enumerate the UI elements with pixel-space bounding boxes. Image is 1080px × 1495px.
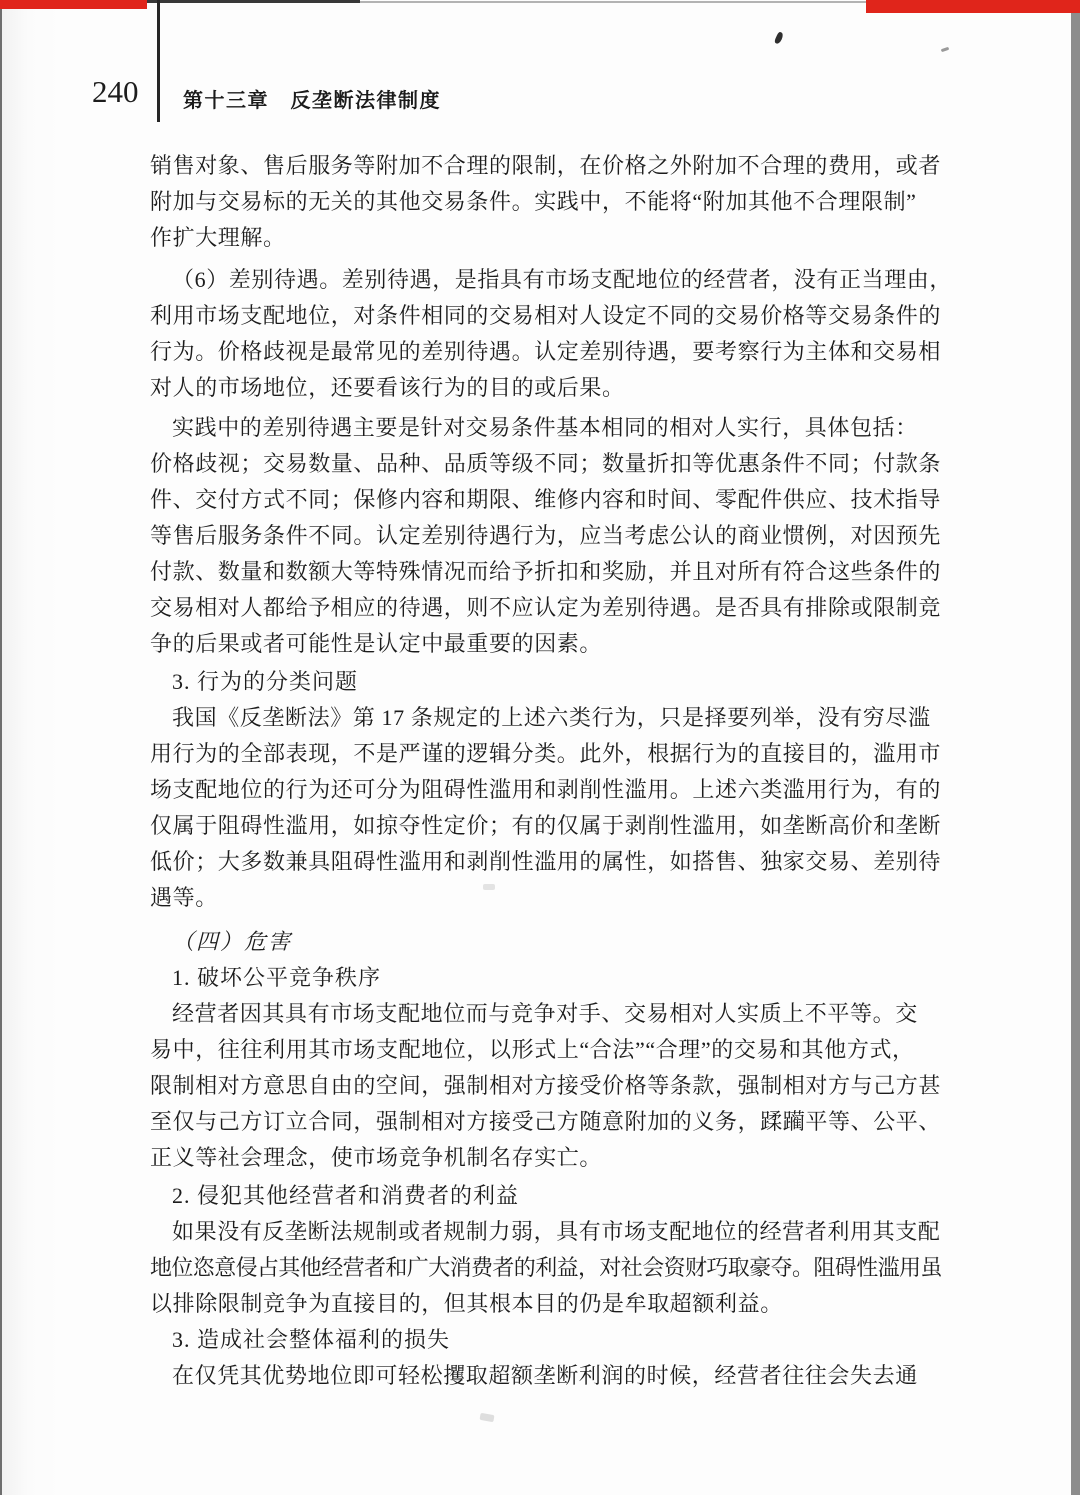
- red-mark-top-right: [866, 0, 1080, 13]
- red-mark-top-left: [0, 0, 147, 9]
- text-line: 价格歧视；交易数量、品种、品质等级不同；数量折扣等优惠条件不同；付款条: [150, 451, 942, 476]
- text-line: 争的后果或者可能性是认定中最重要的因素。: [150, 631, 603, 656]
- text-line: 易中，往往利用其市场支配地位，以形式上“合法”“合理”的交易和其他方式，: [150, 1037, 915, 1062]
- page-number: 240: [92, 74, 139, 109]
- scan-edge-right: [1071, 0, 1080, 1495]
- text-line: （6）差别待遇。差别待遇，是指具有市场支配地位的经营者，没有正当理由，: [172, 267, 953, 292]
- text-line: 行为。价格歧视是最常见的差别待遇。认定差别待遇，要考察行为主体和交易相: [150, 339, 942, 364]
- text-line: 限制相对方意思自由的空间，强制相对方接受价格等条款，强制相对方与己方甚: [150, 1073, 942, 1098]
- text-line: 付款、数量和数额大等特殊情况而给予折扣和奖励，并且对所有符合这些条件的: [150, 559, 942, 584]
- text-line: 等售后服务条件不同。认定差别待遇行为，应当考虑公认的商业惯例，对因预先: [150, 523, 942, 548]
- scan-speck: [483, 884, 495, 890]
- text-line: 至仅与己方订立合同，强制相对方接受己方随意附加的义务，蹂躏平等、公平、: [150, 1109, 942, 1134]
- scan-speck: [774, 31, 784, 44]
- text-line: 1. 破坏公平竞争秩序: [172, 965, 382, 990]
- text-line: 低价；大多数兼具阻碍性滥用和剥削性滥用的属性，如搭售、独家交易、差别待: [150, 849, 942, 874]
- scan-speck: [479, 1413, 494, 1422]
- text-line: 用行为的全部表现，不是严谨的逻辑分类。此外，根据行为的直接目的，滥用市: [150, 741, 942, 766]
- text-line: 遇等。: [150, 885, 218, 910]
- text-line: 交易相对人都给予相应的待遇，则不应认定为差别待遇。是否具有排除或限制竞: [150, 595, 942, 620]
- text-line: 仅属于阻碍性滥用，如掠夺性定价；有的仅属于剥削性滥用，如垄断高价和垄断: [150, 813, 942, 838]
- text-line: 我国《反垄断法》第 17 条规定的上述六类行为，只是择要列举，没有穷尽滥: [172, 705, 931, 730]
- text-line: 如果没有反垄断法规制或者规制力弱，具有市场支配地位的经营者利用其支配: [172, 1219, 941, 1244]
- text-line: 作扩大理解。: [150, 225, 286, 250]
- text-line: 附加与交易标的无关的其他交易条件。实践中，不能将“附加其他不合理限制”: [150, 189, 917, 214]
- text-line: 件、交付方式不同；保修内容和期限、维修内容和时间、零配件供应、技术指导: [150, 487, 942, 512]
- text-line: 正义等社会理念，使市场竞争机制名存实亡。: [150, 1145, 603, 1170]
- text-line: 销售对象、售后服务等附加不合理的限制，在价格之外附加不合理的费用，或者: [150, 153, 942, 178]
- text-line: 以排除限制竞争为直接目的，但其根本目的仍是牟取超额利益。: [150, 1291, 783, 1316]
- text-line: 3. 造成社会整体福利的损失: [172, 1327, 451, 1352]
- scan-speck: [941, 47, 950, 52]
- text-line: 2. 侵犯其他经营者和消费者的利益: [172, 1183, 520, 1208]
- chapter-title: 第十三章 反垄断法律制度: [183, 90, 441, 112]
- text-line: 经营者因其具有市场支配地位而与竞争对手、交易相对人实质上不平等。交: [172, 1001, 918, 1026]
- text-line: 场支配地位的行为还可分为阻碍性滥用和剥削性滥用。上述六类滥用行为，有的: [150, 777, 942, 802]
- text-line: （四）危害: [172, 929, 293, 954]
- text-line: 对人的市场地位，还要看该行为的目的或后果。: [150, 375, 625, 400]
- body-text: [150, 148, 970, 1394]
- text-line: 3. 行为的分类问题: [172, 669, 359, 694]
- scan-edge-left: [0, 0, 2, 1495]
- header-divider-line: [157, 0, 160, 122]
- text-line: 利用市场支配地位，对条件相同的交易相对人设定不同的交易价格等交易条件的: [150, 303, 942, 328]
- text-line: 实践中的差别待遇主要是针对交易条件基本相同的相对人实行，具体包括：: [172, 415, 918, 440]
- text-line: 地位恣意侵占其他经营者和广大消费者的利益，对社会资财巧取豪夺。阻碍性滥用虽: [150, 1255, 942, 1280]
- text-line: 在仅凭其优势地位即可轻松攫取超额垄断利润的时候，经营者往往会失去通: [172, 1363, 918, 1388]
